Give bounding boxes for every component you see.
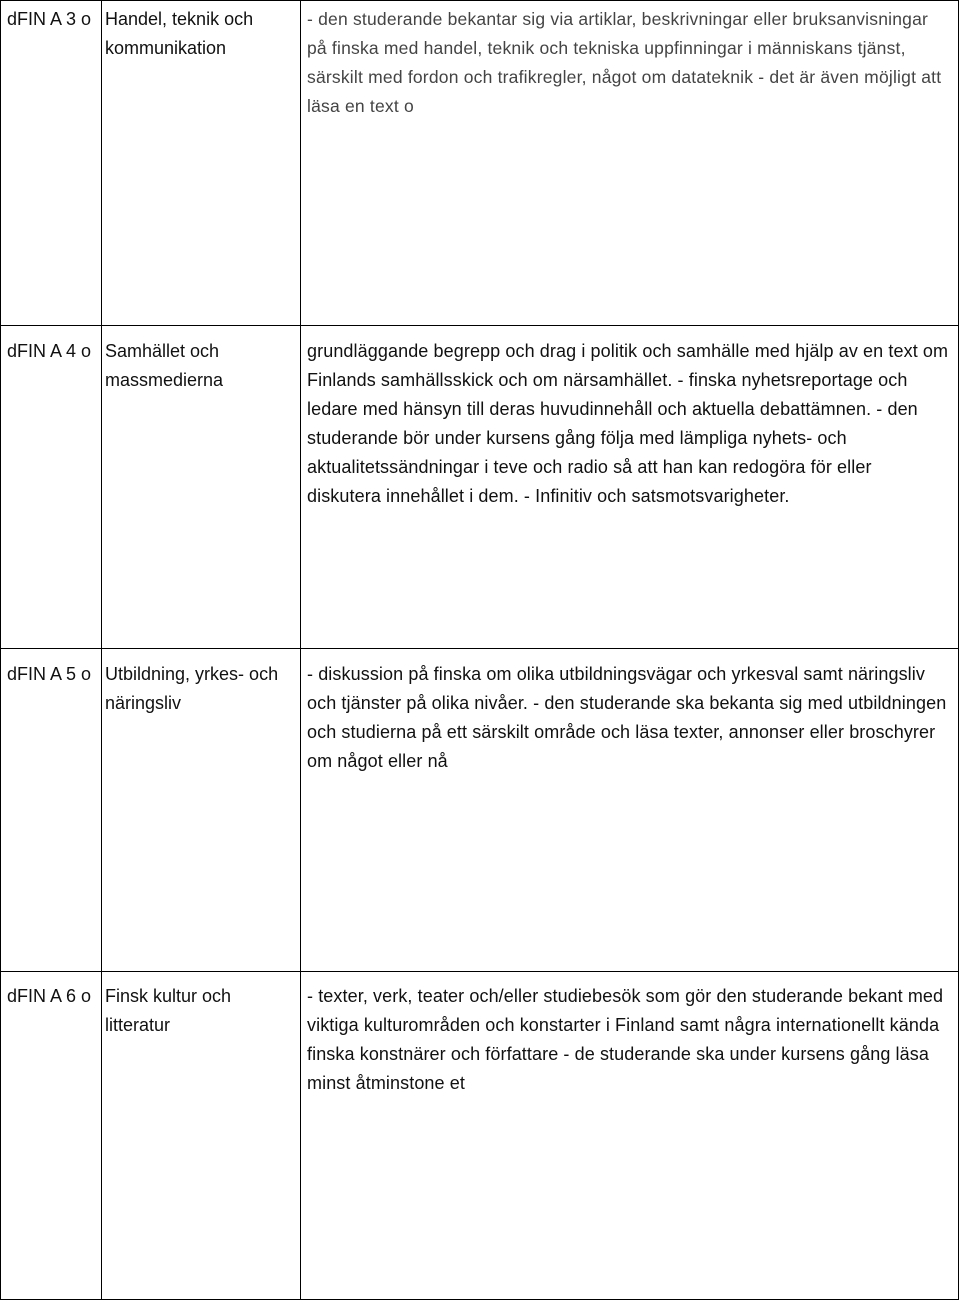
course-topic-cell — [102, 1, 301, 326]
course-topic: Samhället och massmedierna — [105, 341, 224, 390]
table-row — [1, 649, 959, 972]
course-code: dFIN A 5 o — [7, 664, 92, 684]
course-code: dFIN A 4 o — [7, 341, 92, 361]
course-code-cell — [1, 1, 102, 326]
course-code-cell — [1, 649, 102, 972]
course-code: dFIN A 6 o — [7, 986, 92, 1006]
table-row — [1, 326, 959, 649]
course-description-cell — [301, 1, 959, 326]
table-row — [1, 1, 959, 326]
course-code-cell — [1, 972, 102, 1300]
course-topic: Utbildning, yrkes- och näringsliv — [105, 664, 279, 713]
course-topic-cell — [102, 326, 301, 649]
course-topic: Handel, teknik och kommunikation — [105, 9, 254, 58]
course-description: - texter, verk, teater och/eller studiebesök som gör den studerande bekant med viktiga kulturområden och konstarter i Finland samt några internationellt kända finska konstnärer och författare - de studerande ska under kursens gång läsa minst åtminstone et — [307, 986, 944, 1093]
course-code-cell — [1, 326, 102, 649]
course-description-cell — [301, 649, 959, 972]
course-description-cell — [301, 972, 959, 1300]
course-description: - diskussion på finska om olika utbildningsvägar och yrkesval samt näringsliv och tjänster på olika nivåer. - den studerande ska bekanta sig med utbildningen och studierna på ett särskilt område och läsa texter, annonser eller broschyrer om något eller nå — [307, 664, 947, 771]
course-topic: Finsk kultur och litteratur — [105, 986, 232, 1035]
table-row — [1, 972, 959, 1300]
course-code: dFIN A 3 o — [7, 9, 92, 29]
course-description: grundläggande begrepp och drag i politik och samhälle med hjälp av en text om Finlands samhällsskick och om närsamhället. - finska nyhetsreportage och ledare med hänsyn till deras huvudinnehåll och aktuella debattämnen. - den studerande bör under kursens gång följa med lämpliga nyhets- och aktualitetssändningar i teve och radio så att han kan redogöra för eller diskutera innehållet i dem. - Infinitiv och satsmotsvarigheter. — [307, 341, 949, 506]
course-topic-cell — [102, 649, 301, 972]
course-description-cell — [301, 326, 959, 649]
course-topic-cell — [102, 972, 301, 1300]
course-description: - den studerande bekantar sig via artiklar, beskrivningar eller bruksanvisningar på finska med handel, teknik och tekniska uppfinningar i människans tjänst, särskilt med fordon och trafikregler, något om datateknik - det är även möjligt att läsa en text o — [307, 9, 942, 116]
